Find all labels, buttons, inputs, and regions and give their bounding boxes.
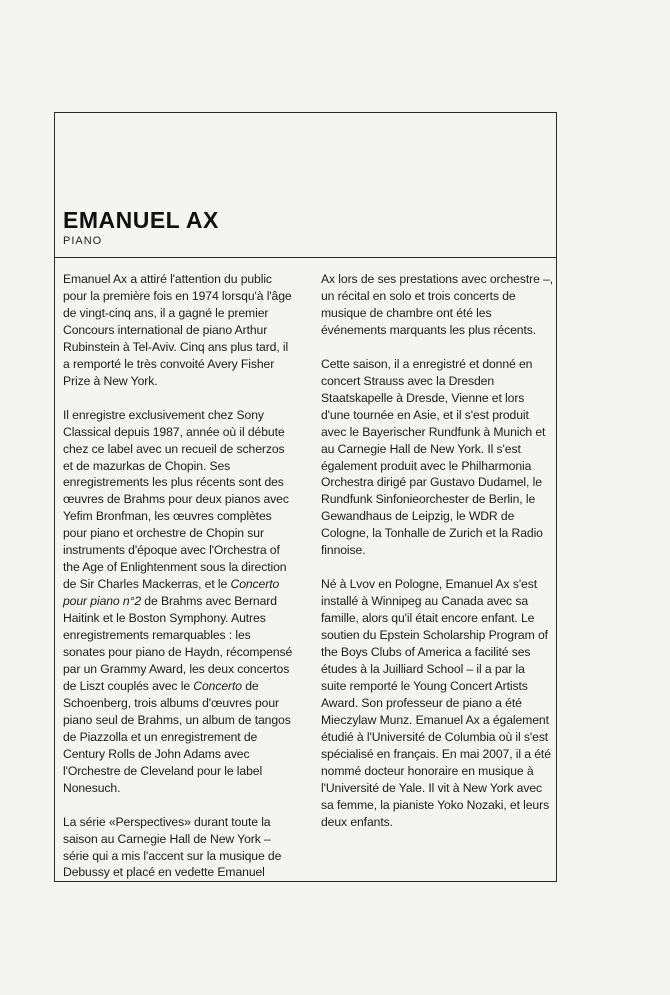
artist-header: [63, 207, 219, 247]
biography-frame: [54, 112, 557, 882]
left-column: [63, 271, 295, 898]
work-title: Concerto: [193, 678, 242, 693]
bio-text-segment: de Brahms avec Bernard Haitink et le Boston Symphony. Autres enregistrements remarquables : les sonates pour piano de Haydn, récompensé par un Grammy Award, les deux concertos de Liszt couplés avec le: [63, 594, 293, 693]
bio-text-segment: de Schoenberg, trois albums d'œuvres pour piano seul de Brahms, un album de tangos de Piazzolla et un enregistrement de Century Rolls de John Adams avec l'Orchestre de Cleveland pour le label Nonesuch.: [63, 678, 291, 795]
bio-paragraph-1: Emanuel Ax a attiré l'attention du public pour la première fois en 1974 lorsqu'à l'âge de vingt-cinq ans, il a gagné le premier Concours international de piano Arthur Rubinstein à Tel-Aviv. Cinq ans plus tard, il a remporté le très convoité Avery Fisher Prize à New York.: [63, 272, 292, 388]
bio-paragraph-6: Né à Lvov en Pologne, Emanuel Ax s'est installé à Winnipeg au Canada avec sa famille, alors qu'il était encore enfant. Le soutien du Epstein Scholarship Program of the Boys Clubs of America a facilité ses études à la Juilliard School – il a par la suite remporté le Young Concert Artists Award. Son professeur de piano a été Mieczylaw Munz. Emanuel Ax a également étudié à l'Université de Columbia où il s'est spécialisé en français. En mai 2007, il a été nommé docteur honoraire en musique à l'Université de Yale. Il vit à New York avec sa femme, la pianiste Yoko Nozaki, et leurs deux enfants.: [321, 577, 551, 829]
header-divider: [55, 257, 556, 258]
bio-paragraph-4: Ax lors de ses prestations avec orchestre –, un récital en solo et trois concerts de musique de chambre ont été les événements marquants les plus récents.: [321, 272, 554, 337]
bio-text-segment: Il enregistre exclusivement chez Sony Classical depuis 1987, année où il débute chez ce label avec un recueil de scherzos et de mazurkas de Chopin. Ses enregistrements les plus récents sont des œuvres de Brahms pour deux pianos avec Yefim Bronfman, les œuvres complètes pour piano et orchestre de Chopin sur instruments d'époque avec l'Orchestra of the Age of Enlightenment sous la direction de Sir Charles Mackerras, et le: [63, 407, 289, 592]
bio-paragraph-5: Cette saison, il a enregistré et donné en concert Strauss avec la Dresden Staatskapelle à Dresde, Vienne et lors d'une tournée en Asie, et il s'est produit avec le Bayerischer Rundfunk à Munich et au Carnegie Hall de New York. Il s'est également produit avec le Philharmonia Orchestra dirigé par Gustavo Dudamel, le Rundfunk Sinfonieorchester de Berlin, le Gewandhaus de Leipzig, le WDR de Cologne, la Tonhalle de Zurich et la Radio finnoise.: [321, 356, 546, 558]
artist-name: EMANUEL AX: [63, 207, 219, 233]
artist-role: PIANO: [63, 235, 103, 247]
bio-paragraph-3: La série «Perspectives» durant toute la saison au Carnegie Hall de New York – série qui a mis l'accent sur la musique de Debussy et placé en vedette Emanuel: [63, 814, 282, 880]
right-column: [321, 271, 553, 848]
work-title: Concerto pour piano n°2: [63, 577, 280, 609]
bio-paragraph-2: [63, 407, 295, 797]
